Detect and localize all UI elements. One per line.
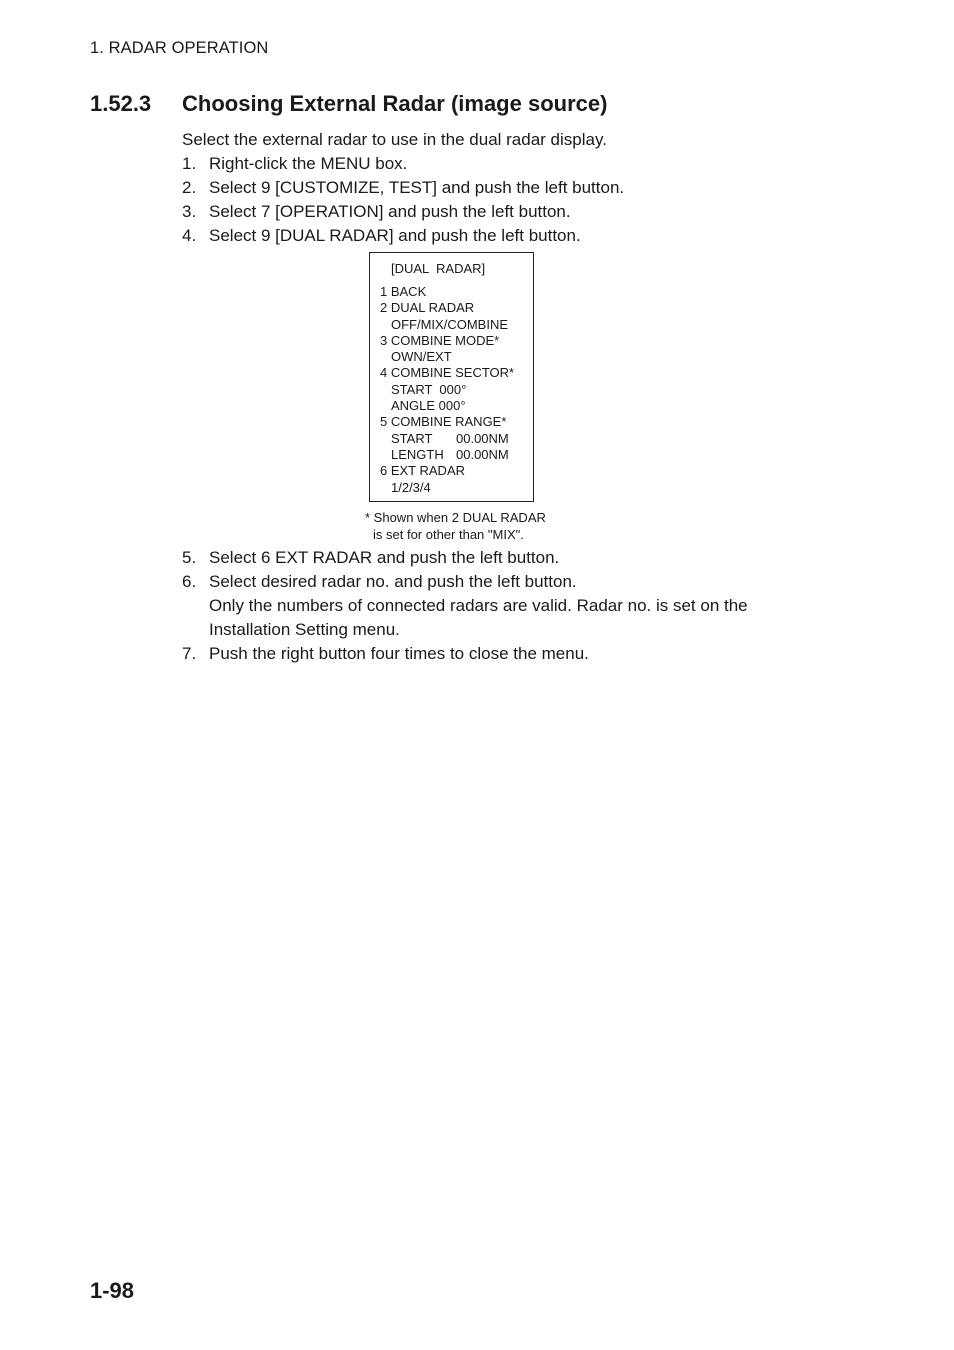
step-number: 5. bbox=[182, 548, 197, 567]
step-7 bbox=[182, 642, 779, 666]
step-text: Select desired radar no. and push the left button. bbox=[209, 572, 577, 591]
step-number: 1. bbox=[182, 154, 197, 173]
menu-item-combine-mode: 3 COMBINE MODE* bbox=[380, 332, 500, 348]
section-heading bbox=[90, 91, 607, 117]
step-text: Select 9 [CUSTOMIZE, TEST] and push the left button. bbox=[209, 178, 625, 197]
section-title: Choosing External Radar (image source) bbox=[182, 91, 608, 116]
menu-option-dual-radar: OFF/MIX/COMBINE bbox=[391, 316, 508, 332]
range-length-value: 00.00NM bbox=[456, 446, 509, 462]
menu-item-ext-radar: 6 EXT RADAR bbox=[380, 463, 466, 479]
menu-items bbox=[380, 284, 514, 496]
menu-item-combine-range: 5 COMBINE RANGE* bbox=[380, 414, 507, 430]
menu-option-sector-start: START 000° bbox=[391, 381, 467, 397]
step-4 bbox=[182, 224, 624, 248]
step-5 bbox=[182, 546, 779, 570]
step-text: Push the right button four times to close the menu. bbox=[209, 644, 589, 663]
step-2 bbox=[182, 176, 624, 200]
range-start-label: START bbox=[391, 430, 433, 446]
menu-option-sector-angle: ANGLE 000° bbox=[391, 398, 466, 414]
menu-title: [DUAL RADAR] bbox=[391, 261, 486, 276]
intro-text: Select the external radar to use in the dual radar display. bbox=[182, 130, 607, 149]
menu-option-combine-mode: OWN/EXT bbox=[391, 349, 452, 365]
section-number: 1.52.3 bbox=[90, 91, 152, 116]
step-text: Select 9 [DUAL RADAR] and push the left button. bbox=[209, 226, 581, 245]
menu-option-range-start bbox=[380, 431, 514, 447]
figure-footnote bbox=[365, 509, 546, 543]
step-number: 4. bbox=[182, 226, 197, 245]
menu-option-range-length bbox=[380, 447, 514, 463]
step-text: Select 6 EXT RADAR and push the left button. bbox=[209, 548, 560, 567]
step-text: Select 7 [OPERATION] and push the left button. bbox=[209, 202, 571, 221]
dual-radar-menu-figure bbox=[369, 252, 534, 502]
step-note: Only the numbers of connected radars are valid. Radar no. is set on the Installation Setting menu. bbox=[209, 596, 748, 639]
menu-option-ext-radar: 1/2/3/4 bbox=[391, 479, 431, 495]
menu-item-combine-sector: 4 COMBINE SECTOR* bbox=[380, 365, 515, 381]
footnote-line-1: * Shown when 2 DUAL RADAR bbox=[365, 510, 546, 525]
step-number: 2. bbox=[182, 178, 197, 197]
page-number: 1-98 bbox=[90, 1278, 135, 1303]
running-header: 1. RADAR OPERATION bbox=[90, 39, 269, 57]
step-3 bbox=[182, 200, 624, 224]
step-6 bbox=[182, 570, 779, 642]
step-number: 3. bbox=[182, 202, 197, 221]
procedure-steps-part-2 bbox=[182, 546, 779, 666]
procedure-steps-part-1 bbox=[182, 152, 624, 248]
range-start-value: 00.00NM bbox=[456, 430, 509, 446]
step-text: Right-click the MENU box. bbox=[209, 154, 408, 173]
footnote-line-2: is set for other than "MIX". bbox=[373, 527, 524, 542]
step-1 bbox=[182, 152, 624, 176]
range-length-label: LENGTH bbox=[391, 446, 444, 462]
menu-item-dual-radar: 2 DUAL RADAR bbox=[380, 300, 475, 316]
step-number: 7. bbox=[182, 644, 197, 663]
menu-item-back: 1 BACK bbox=[380, 284, 427, 299]
step-number: 6. bbox=[182, 572, 197, 591]
